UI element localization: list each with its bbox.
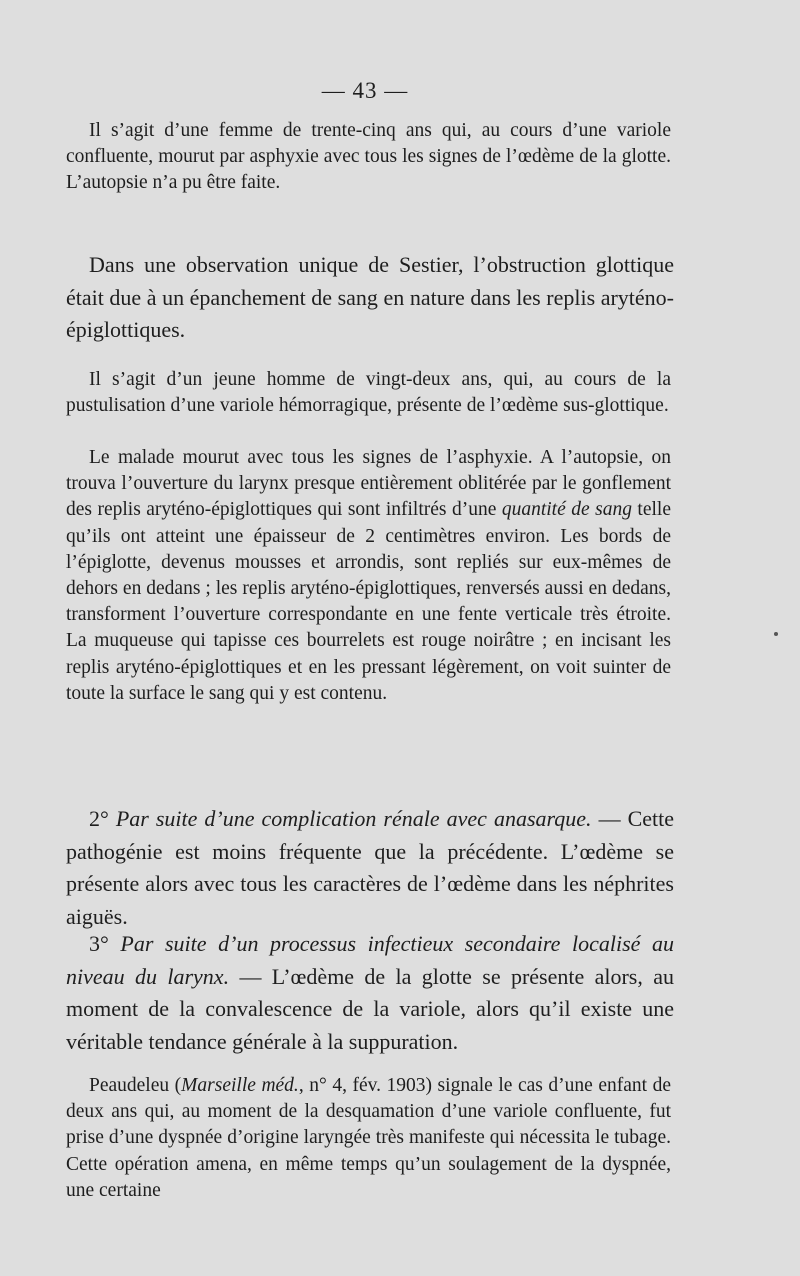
peaudeleu-text-start: Peaudeleu ( [89, 1075, 182, 1096]
paragraph-complication-renale [66, 803, 674, 933]
item-3-text: — L’œdème de la glotte se présente alors, au moment de la convalescence de la variole, alors qu’il existe une véritable tendance générale à la suppuration. [66, 963, 674, 1054]
item-3-number: 3° [89, 931, 109, 956]
autopsie-italic: quantité de sang [501, 499, 632, 521]
paragraph-femme: Il s’agit d’une femme de trente-cinq ans qui, au cours d’une variole confluente, mourut par asphyxie avec tous les signes de l’œdème de la glotte. L’autopsie n’a pu être faite. [66, 120, 671, 194]
peaudeleu-text-end: , n° 4, fév. 1903) signale le cas d’une enfant de deux ans qui, au moment de la desquamation d’une variole confluente, fut prise d’une dyspnée d’origine laryngée très manifeste qui nécessita le tubage. Cette opération amena, en même temps qu’un soulagement de la dyspnée, une certaine [66, 1075, 671, 1201]
paragraph-peaudeleu [66, 1073, 671, 1204]
autopsie-text-start: Le malade mourut avec tous les signes de l’asphyxie. A l’autopsie, on trouva l’ouverture du larynx presque entièrement oblitérée par le gonflement des replis aryténo-épiglottiques qui sont infiltrés d’une [66, 447, 671, 521]
paragraph-sestier: Dans une observation unique de Sestier, l’obstruction glottique était due à un épanchement de sang en nature dans les replis aryténo-épiglottiques. [66, 252, 674, 342]
item-2-number: 2° [89, 806, 109, 831]
autopsie-text-end: telle qu’ils ont atteint une épaisseur de 2 centimètres environ. Les bords de l’épiglotte, devenus mousses et arrondis, sont repliés sur eux-mêmes de dehors en dedans ; les replis aryténo-épiglottiques, renversés aussi en dedans, transforment l’ouverture correspondante en une fente verticale très étroite. La muqueuse qui tapisse ces bourrelets est rouge noirâtre ; en incisant les replis aryténo-épiglottiques et en les pressant légèrement, on voit suinter de toute la surface le sang qui y est contenu. [66, 499, 671, 704]
page-number: — 43 — [321, 78, 409, 103]
peaudeleu-citation: Marseille méd. [181, 1075, 299, 1096]
paragraph-processus-infectieux [66, 928, 674, 1058]
paragraph-jeune-homme: Il s’agit d’un jeune homme de vingt-deux ans, qui, au cours de la pustulisation d’une variole hémorragique, présente de l’œdème sus-glottique. [66, 369, 671, 417]
item-3-title: Par suite d’un processus infectieux secondaire localisé au niveau du larynx. [66, 931, 675, 989]
paper-speck [774, 632, 778, 636]
item-2-text: — Cette pathogénie est moins fréquente que la précédente. L’œdème se présente alors avec tous les caractères de l’œdème dans les néphrites aiguës. [66, 806, 675, 929]
item-2-title: Par suite d’une complication rénale avec anasarque. [115, 806, 592, 831]
paragraph-autopsie [66, 445, 671, 707]
